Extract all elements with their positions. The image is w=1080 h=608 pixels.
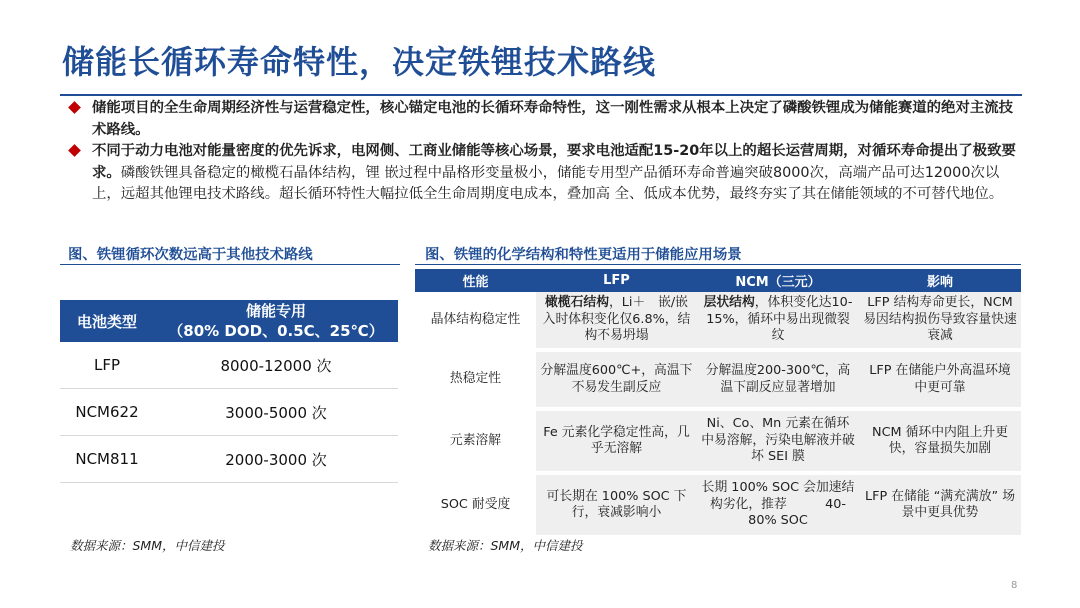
page-title: 储能长循环寿命特性，决定铁锂技术路线 — [62, 43, 657, 81]
table-row — [415, 292, 1021, 352]
impact-cell: LFP 在储能户外高温环境中更可靠 — [859, 352, 1021, 411]
ncm-cell: Ni、Co、Mn 元素在循环中易溶解，污染电解液并破坏 SEI 膜 — [697, 411, 859, 475]
cycle-count-cell: 3000-5000 次 — [154, 389, 398, 436]
right-figure-divider — [415, 264, 1021, 265]
battery-type-cell: NCM622 — [60, 389, 154, 436]
diamond-bullet-icon — [68, 101, 81, 114]
table-header-row — [415, 269, 1021, 292]
bullet-list — [66, 98, 1022, 206]
header-line-1: 储能专用 — [245, 302, 306, 320]
table-row — [60, 436, 398, 483]
table-row — [415, 411, 1021, 475]
lfp-cell: 分解温度600℃+，高温下不易发生副反应 — [536, 352, 697, 411]
header-ncm: NCM（三元） — [697, 269, 859, 292]
ncm-cell — [697, 292, 859, 352]
bullet-item — [66, 98, 1022, 141]
property-label: 晶体结构稳定性 — [415, 292, 536, 352]
table-row — [60, 389, 398, 436]
impact-cell: LFP 在储能 “满充满放” 场景中更具优势 — [859, 475, 1021, 535]
title-divider — [60, 94, 1022, 96]
right-source-note: 数据来源：SMM，中信建投 — [428, 538, 583, 553]
battery-type-cell: NCM811 — [60, 436, 154, 483]
header-line-2: （80% DOD、0.5C、25℃） — [168, 322, 384, 340]
table-row — [60, 342, 398, 389]
page-number: 8 — [1011, 580, 1018, 591]
header-property: 性能 — [415, 269, 536, 292]
lfp-cell: 可长期在 100% SOC 下行，衰减影响小 — [536, 475, 697, 535]
ncm-cell: 长期 100% SOC 会加速结构劣化，推荐 40-80% SOC — [697, 475, 859, 535]
header-lfp: LFP — [536, 269, 697, 292]
lfp-bold-text: 橄榄石结构 — [545, 295, 609, 311]
left-figure-title: 图、铁锂循环次数远高于其他技术路线 — [68, 247, 313, 263]
lfp-cell — [536, 292, 697, 352]
header-storage-dedicated — [154, 300, 398, 342]
lfp-cell: Fe 元素化学稳定性高，几乎无溶解 — [536, 411, 697, 475]
impact-cell: LFP 结构寿命更长，NCM 易因结构损伤导致容量快速衰减 — [859, 292, 1021, 352]
cycle-life-table — [60, 300, 398, 483]
header-battery-type: 电池类型 — [60, 300, 154, 342]
battery-type-cell: LFP — [60, 342, 154, 389]
table-header-row — [60, 300, 398, 342]
header-impact: 影响 — [859, 269, 1021, 292]
ncm-cell: 分解温度200-300℃，高温下副反应显著增加 — [697, 352, 859, 411]
left-source-note: 数据来源：SMM，中信建投 — [70, 538, 225, 553]
diamond-bullet-icon — [68, 144, 81, 157]
property-label: SOC 耐受度 — [415, 475, 536, 535]
left-figure-divider — [60, 264, 400, 265]
right-figure-title: 图、铁锂的化学结构和特性更适用于储能应用场景 — [425, 247, 742, 263]
property-label: 热稳定性 — [415, 352, 536, 411]
bullet-bold-text: 不同于动力电池对能量密度的优先诉求，电网侧、工商业储能等核心场景，要求电池适配15-20年以上的超长运营周期，对循环寿命提出了极致要求。 — [92, 143, 1016, 181]
bullet-text: 磷酸铁锂具备稳定的橄榄石晶体结构，锂 嵌过程中晶格形变量极小，储能专用型产品循环寿命普遍突破8000次，高端产品可达12000次以上，远超其他锂电技术路线。超长循环特性大幅拉低全生命周期度电成本，叠加高 全、低成本优势，最终夯实了其在储能领域的不可替代地位。 — [92, 164, 1004, 202]
ncm-bold-text: 层状结构 — [703, 295, 755, 311]
bullet-bold-text: 储能项目的全生命周期经济性与运营稳定性，核心锚定电池的长循环寿命特性，这一刚性需求从根本上决定了磷酸铁锂成为储能赛道的绝对主流技术路线。 — [92, 100, 1014, 138]
cycle-count-cell: 2000-3000 次 — [154, 436, 398, 483]
ncm-text: ，体积变化达10-15%，循环中易出现微裂纹 — [706, 295, 853, 344]
impact-cell: NCM 循环中内阻上升更快，容量损失加剧 — [859, 411, 1021, 475]
table-row — [415, 352, 1021, 411]
chemistry-comparison-table — [415, 269, 1021, 535]
bullet-item — [66, 141, 1022, 206]
cycle-count-cell: 8000-12000 次 — [154, 342, 398, 389]
property-label: 元素溶解 — [415, 411, 536, 475]
table-row — [415, 475, 1021, 535]
lfp-text: ，Li＋ 嵌/嵌入时体积变化仅6.8%，结构不易坍塌 — [542, 295, 691, 344]
